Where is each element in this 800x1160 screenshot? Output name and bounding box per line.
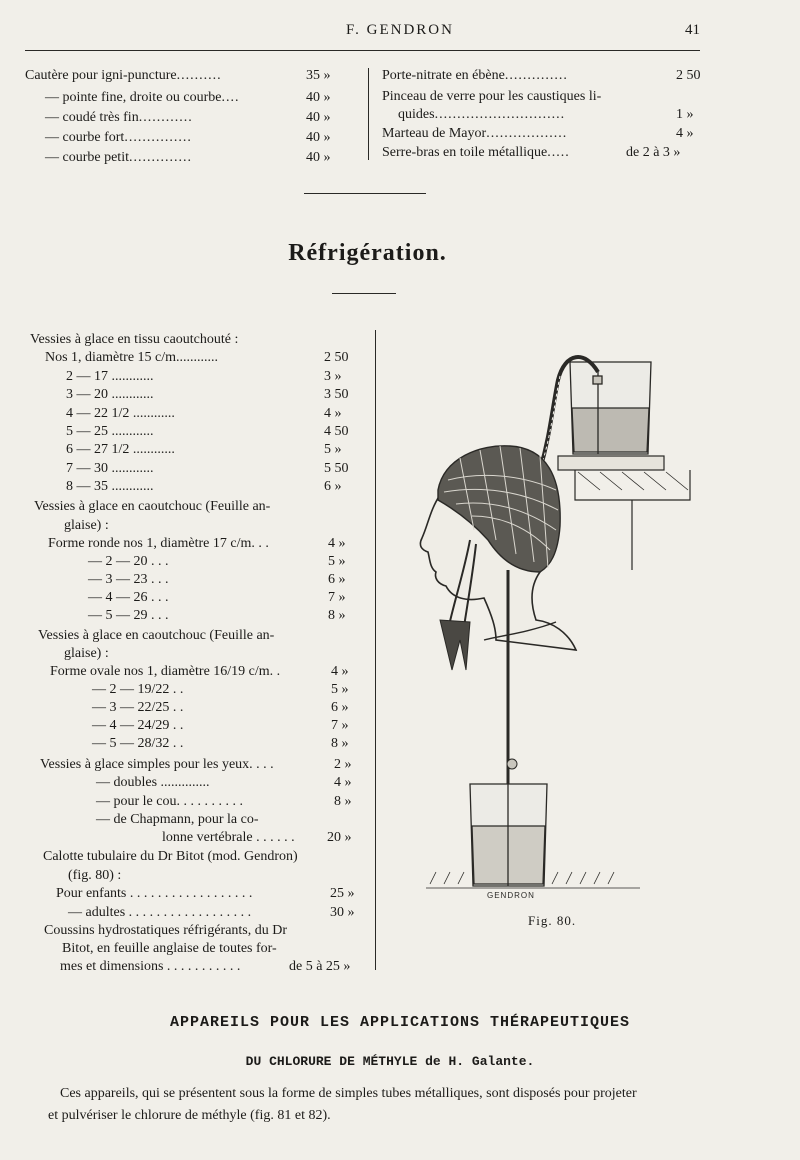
catalog-price: 7 » <box>328 590 346 605</box>
catalog-price: 20 » <box>327 830 352 845</box>
catalog-row: 4 — 22 1/2 ............ <box>66 406 175 421</box>
list-item: — courbe fort............... <box>45 130 192 145</box>
catalog-price: 8 » <box>334 794 352 809</box>
catalog-price: 2 » <box>334 757 352 772</box>
running-header-title: F. GENDRON <box>346 22 454 38</box>
paragraph-line: Ces appareils, qui se présentent sous la forme de simples tubes métalliques, sont disposés pour projeter <box>60 1086 637 1101</box>
catalog-row: — 3 — 22/25 . . <box>92 700 184 715</box>
catalog-price: 6 » <box>328 572 346 587</box>
list-item-price: 40 » <box>306 110 331 125</box>
catalog-heading: Bitot, en feuille anglaise de toutes for- <box>62 941 277 956</box>
catalog-price: 5 50 <box>324 461 349 476</box>
catalog-price: 5 » <box>331 682 349 697</box>
list-item-price: de 2 à 3 » <box>626 145 681 160</box>
catalog-row: — 5 — 29 . . . <box>88 608 169 623</box>
catalog-price: 6 » <box>331 700 349 715</box>
catalog-row: 2 — 17 ............ <box>66 369 154 384</box>
catalog-row: lonne vertébrale . . . . . . <box>162 830 295 845</box>
catalog-price: 8 » <box>328 608 346 623</box>
list-item-price: 40 » <box>306 130 331 145</box>
catalog-price: 4 » <box>328 536 346 551</box>
list-item-price: 2 50 <box>676 68 701 83</box>
catalog-heading: glaise) : <box>64 646 109 661</box>
list-item-price: 35 » <box>306 68 331 83</box>
list-item: Cautère pour igni-puncture.......... <box>25 68 222 83</box>
fig-80-illustration <box>400 340 710 900</box>
catalog-row: — 5 — 28/32 . . <box>92 736 184 751</box>
catalog-row: Pour enfants . . . . . . . . . . . . . . . . . . <box>56 886 253 901</box>
catalog-row: 5 — 25 ............ <box>66 424 154 439</box>
catalog-price: 7 » <box>331 718 349 733</box>
catalog-price: 25 » <box>330 886 355 901</box>
catalog-row: 7 — 30 ............ <box>66 461 154 476</box>
list-item: Pinceau de verre pour les caustiques li- <box>382 89 602 104</box>
page-number: 41 <box>685 22 700 38</box>
catalog-price: 4 50 <box>324 424 349 439</box>
catalog-heading: Coussins hydrostatiques réfrigérants, du Dr <box>44 923 288 938</box>
list-item: — coudé très fin............ <box>45 110 193 125</box>
section-title: Réfrigération. <box>288 240 447 266</box>
catalog-price: 3 » <box>324 369 342 384</box>
catalog-price: 8 » <box>331 736 349 751</box>
list-item: Marteau de Mayor.................. <box>382 126 568 141</box>
section-heading: APPAREILS POUR LES APPLICATIONS THÉRAPEUTIQUES <box>169 1014 631 1031</box>
catalog-price: 30 » <box>330 905 355 920</box>
separator-rule <box>304 193 426 194</box>
title-underline <box>332 293 396 294</box>
catalog-price: 4 » <box>324 406 342 421</box>
list-item: Serre-bras en toile métallique..... <box>382 145 570 160</box>
engraver-signature: GENDRON <box>487 891 535 900</box>
list-item-price: 40 » <box>306 90 331 105</box>
catalog-heading: Vessies à glace en caoutchouc (Feuille an- <box>38 628 275 643</box>
catalog-row: 6 — 27 1/2 ............ <box>66 442 175 457</box>
catalog-row: Forme ronde nos 1, diamètre 17 c/m. . . <box>48 536 269 551</box>
column-divider <box>368 68 369 160</box>
catalog-heading: Vessies à glace en tissu caoutchouté : <box>30 332 239 347</box>
catalog-row: — 2 — 19/22 . . <box>92 682 184 697</box>
header-rule <box>25 50 700 51</box>
catalog-row: — 4 — 26 . . . <box>88 590 169 605</box>
list-item: quides............................. <box>398 107 566 122</box>
catalog-row: 3 — 20 ............ <box>66 387 154 402</box>
section-subheading: DU CHLORURE DE MÉTHYLE de H. Galante. <box>245 1054 535 1069</box>
paragraph-line: et pulvériser le chlorure de méthyle (fig. 81 et 82). <box>48 1108 331 1123</box>
catalog-row: mes et dimensions . . . . . . . . . . . <box>60 959 241 974</box>
catalog-row: — 2 — 20 . . . <box>88 554 169 569</box>
catalog-row: — adultes . . . . . . . . . . . . . . . . . . <box>68 905 252 920</box>
catalog-price: 4 » <box>334 775 352 790</box>
catalog-price: 3 50 <box>324 387 349 402</box>
catalog-row: — 4 — 24/29 . . <box>92 718 184 733</box>
list-item-price: 4 » <box>676 126 694 141</box>
catalog-price: de 5 à 25 » <box>289 959 351 974</box>
catalog-row: 8 — 35 ............ <box>66 479 154 494</box>
catalog-heading: glaise) : <box>64 518 109 533</box>
catalog-price: 2 50 <box>324 350 349 365</box>
catalog-price: 4 » <box>331 664 349 679</box>
catalog-row: Nos 1, diamètre 15 c/m............ <box>45 350 219 365</box>
catalog-price: 5 » <box>324 442 342 457</box>
list-item: Porte-nitrate en ébène.............. <box>382 68 568 83</box>
catalog-row: — pour le cou. . . . . . . . . . <box>96 794 243 809</box>
catalog-row: Vessies à glace simples pour les yeux. . . . <box>40 757 274 772</box>
list-item: — pointe fine, droite ou courbe.... <box>45 90 240 105</box>
figure-caption: Fig. 80. <box>528 913 577 928</box>
list-item-price: 40 » <box>306 150 331 165</box>
catalog-row: — doubles .............. <box>96 775 210 790</box>
catalog-heading: Calotte tubulaire du Dr Bitot (mod. Gendron) <box>43 849 298 864</box>
list-item-price: 1 » <box>676 107 694 122</box>
catalog-row: Forme ovale nos 1, diamètre 16/19 c/m. . <box>50 664 281 679</box>
catalog-row: — 3 — 23 . . . <box>88 572 169 587</box>
catalog-row: — de Chapmann, pour la co- <box>96 812 259 827</box>
catalog-price: 6 » <box>324 479 342 494</box>
catalog-heading: Vessies à glace en caoutchouc (Feuille an- <box>34 499 271 514</box>
list-item: — courbe petit.............. <box>45 150 192 165</box>
catalog-heading: (fig. 80) : <box>68 868 122 883</box>
catalog-price: 5 » <box>328 554 346 569</box>
column-divider <box>375 330 376 970</box>
